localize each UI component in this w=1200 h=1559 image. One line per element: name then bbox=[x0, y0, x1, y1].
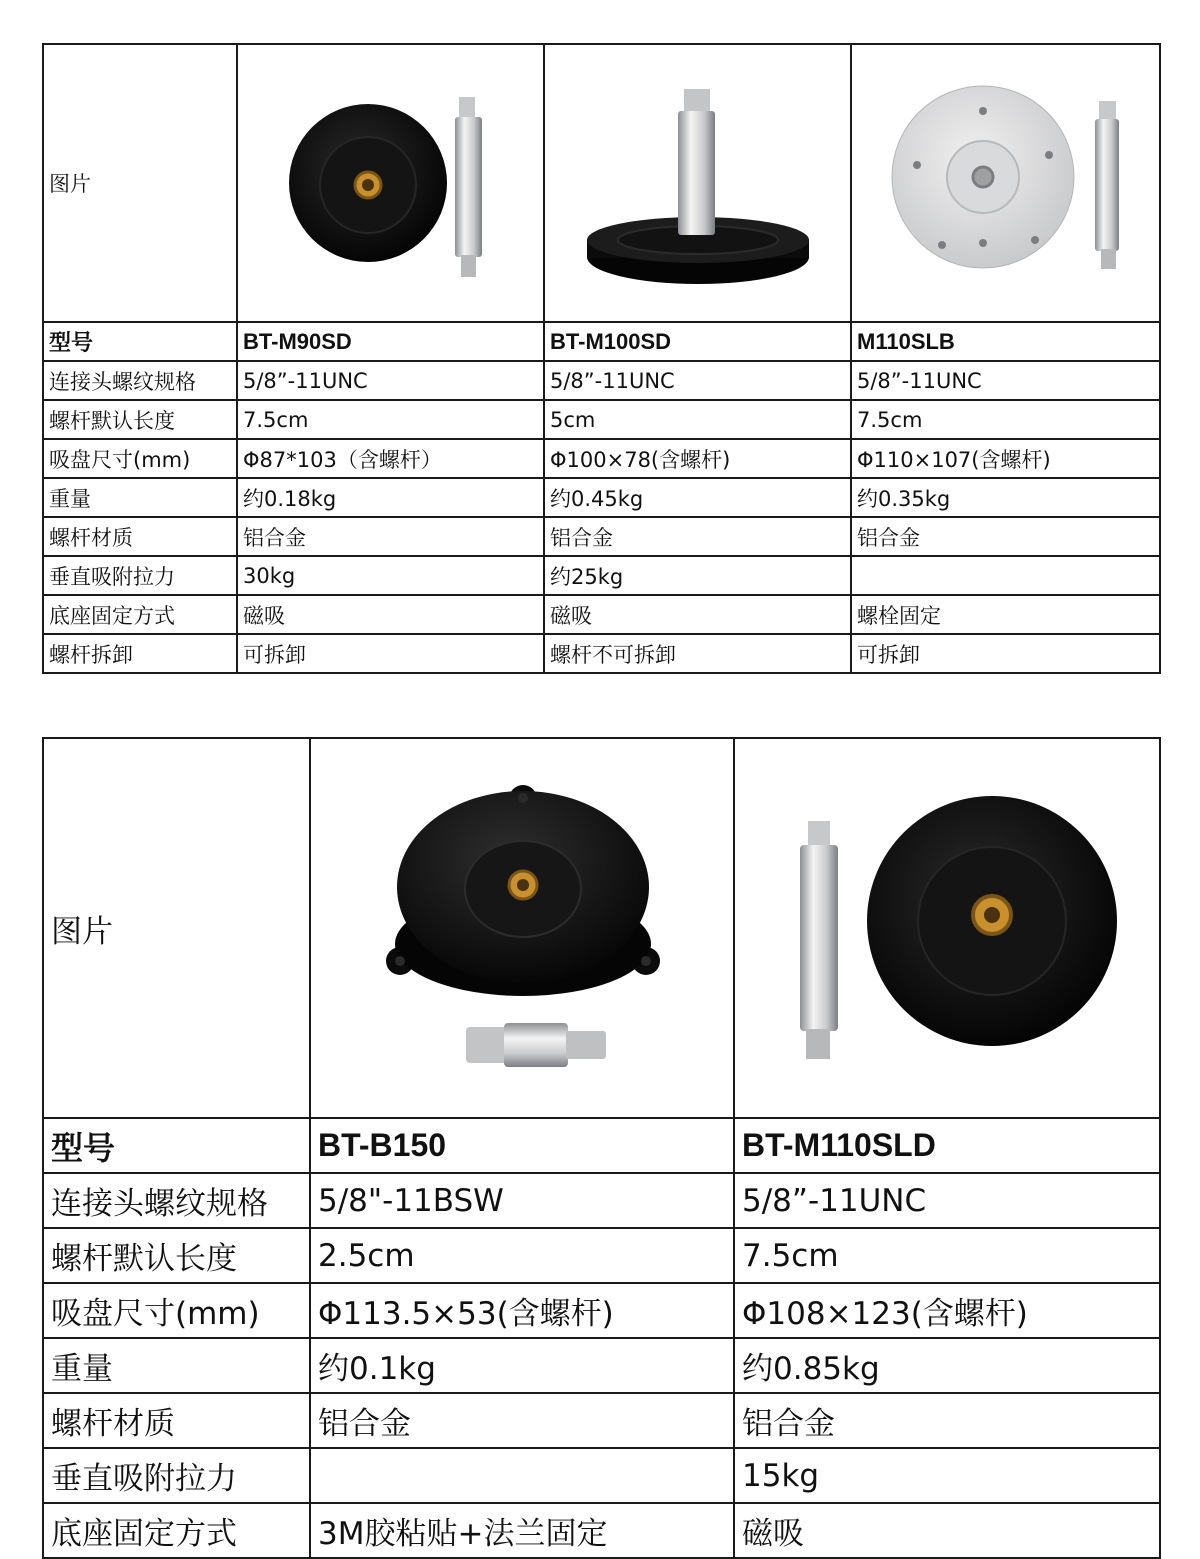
row-label: 重量 bbox=[43, 1338, 310, 1393]
spec-table-1 bbox=[42, 43, 1161, 674]
row-label: 螺杆材质 bbox=[43, 1393, 310, 1448]
cell-value: 5/8”-11UNC bbox=[237, 361, 544, 400]
cell-value: 5/8”-11UNC bbox=[544, 361, 851, 400]
three-lug-base-icon bbox=[318, 739, 734, 1117]
spec-row-material bbox=[43, 1393, 1160, 1448]
row-label: 螺杆默认长度 bbox=[43, 400, 237, 439]
picture-row bbox=[43, 738, 1160, 1118]
row-label: 吸盘尺寸(mm) bbox=[43, 1283, 310, 1338]
cell-value: 可拆卸 bbox=[851, 634, 1160, 673]
row-label: 型号 bbox=[43, 322, 237, 361]
cell-value: Φ108×123(含螺杆) bbox=[734, 1283, 1160, 1338]
product-image-bt-b150 bbox=[310, 738, 734, 1118]
cell-value: 铝合金 bbox=[237, 517, 544, 556]
cell-value bbox=[310, 1448, 734, 1503]
cell-value: 7.5cm bbox=[734, 1228, 1160, 1283]
cell-value: 5/8”-11UNC bbox=[734, 1173, 1160, 1228]
spec-row-material bbox=[43, 517, 1160, 556]
row-label: 螺杆材质 bbox=[43, 517, 237, 556]
spec-row-thread bbox=[43, 361, 1160, 400]
cell-value: 磁吸 bbox=[734, 1503, 1160, 1558]
cell-value: 螺栓固定 bbox=[851, 595, 1160, 634]
cell-value: 约0.1kg bbox=[310, 1338, 734, 1393]
cell-value: 螺杆不可拆卸 bbox=[544, 634, 851, 673]
row-label: 螺杆默认长度 bbox=[43, 1228, 310, 1283]
cell-value: 7.5cm bbox=[851, 400, 1160, 439]
cell-value: BT-M100SD bbox=[544, 322, 851, 361]
cell-value: 7.5cm bbox=[237, 400, 544, 439]
cell-value: 5/8”-11UNC bbox=[851, 361, 1160, 400]
row-label: 垂直吸附拉力 bbox=[43, 556, 237, 595]
spec-row-mounting bbox=[43, 1503, 1160, 1558]
spec-row-rod-length bbox=[43, 1228, 1160, 1283]
row-label: 吸盘尺寸(mm) bbox=[43, 439, 237, 478]
cell-value: Φ110×107(含螺杆) bbox=[851, 439, 1160, 478]
cell-value: 5cm bbox=[544, 400, 851, 439]
product-image-bt-m110sld bbox=[734, 738, 1160, 1118]
spec-row-weight bbox=[43, 478, 1160, 517]
cell-value: 约25kg bbox=[544, 556, 851, 595]
picture-row bbox=[43, 44, 1160, 322]
spec-row-mounting bbox=[43, 595, 1160, 634]
row-label: 图片 bbox=[43, 44, 237, 322]
spec-row-detachable bbox=[43, 634, 1160, 673]
cell-value: 磁吸 bbox=[237, 595, 544, 634]
cell-value: 15kg bbox=[734, 1448, 1160, 1503]
cell-value: 铝合金 bbox=[851, 517, 1160, 556]
cell-value: 磁吸 bbox=[544, 595, 851, 634]
row-label: 螺杆拆卸 bbox=[43, 634, 237, 673]
bolt-plate-icon bbox=[852, 45, 1159, 321]
row-label: 连接头螺纹规格 bbox=[43, 361, 237, 400]
cell-value: BT-M110SLD bbox=[734, 1118, 1160, 1173]
spec-row-size bbox=[43, 439, 1160, 478]
spec-row-rod-length bbox=[43, 400, 1160, 439]
product-image-bt-m90sd bbox=[237, 44, 544, 322]
spec-table-2 bbox=[42, 737, 1161, 1559]
cell-value bbox=[851, 556, 1160, 595]
cell-value: 约0.18kg bbox=[237, 478, 544, 517]
cell-value: 铝合金 bbox=[544, 517, 851, 556]
spec-row-pull-force bbox=[43, 556, 1160, 595]
product-image-bt-m100sd bbox=[544, 44, 851, 322]
cell-value: 约0.45kg bbox=[544, 478, 851, 517]
spec-row-weight bbox=[43, 1338, 1160, 1393]
cell-value: 3M胶粘贴+法兰固定 bbox=[310, 1503, 734, 1558]
cell-value: 30kg bbox=[237, 556, 544, 595]
cell-value: BT-M90SD bbox=[237, 322, 544, 361]
cell-value: BT-B150 bbox=[310, 1118, 734, 1173]
spec-row-size bbox=[43, 1283, 1160, 1338]
cell-value: M110SLB bbox=[851, 322, 1160, 361]
row-label: 型号 bbox=[43, 1118, 310, 1173]
cell-value: 可拆卸 bbox=[237, 634, 544, 673]
cell-value: 约0.35kg bbox=[851, 478, 1160, 517]
spec-row-model bbox=[43, 322, 1160, 361]
rod-mounted-base-icon bbox=[545, 45, 850, 321]
cell-value: Φ87*103（含螺杆） bbox=[237, 439, 544, 478]
cell-value: 铝合金 bbox=[310, 1393, 734, 1448]
cell-value: 5/8"-11BSW bbox=[310, 1173, 734, 1228]
spec-row-model bbox=[43, 1118, 1160, 1173]
cell-value: 2.5cm bbox=[310, 1228, 734, 1283]
row-label: 底座固定方式 bbox=[43, 1503, 310, 1558]
cell-value: 铝合金 bbox=[734, 1393, 1160, 1448]
magnetic-base-icon bbox=[742, 739, 1160, 1117]
magnetic-base-icon bbox=[238, 45, 543, 321]
cell-value: Φ100×78(含螺杆) bbox=[544, 439, 851, 478]
row-label: 重量 bbox=[43, 478, 237, 517]
cell-value: 约0.85kg bbox=[734, 1338, 1160, 1393]
cell-value: Φ113.5×53(含螺杆) bbox=[310, 1283, 734, 1338]
product-image-m110slb bbox=[851, 44, 1160, 322]
row-label: 垂直吸附拉力 bbox=[43, 1448, 310, 1503]
row-label: 连接头螺纹规格 bbox=[43, 1173, 310, 1228]
row-label: 图片 bbox=[43, 738, 310, 1118]
spec-row-pull-force bbox=[43, 1448, 1160, 1503]
row-label: 底座固定方式 bbox=[43, 595, 237, 634]
spec-row-thread bbox=[43, 1173, 1160, 1228]
